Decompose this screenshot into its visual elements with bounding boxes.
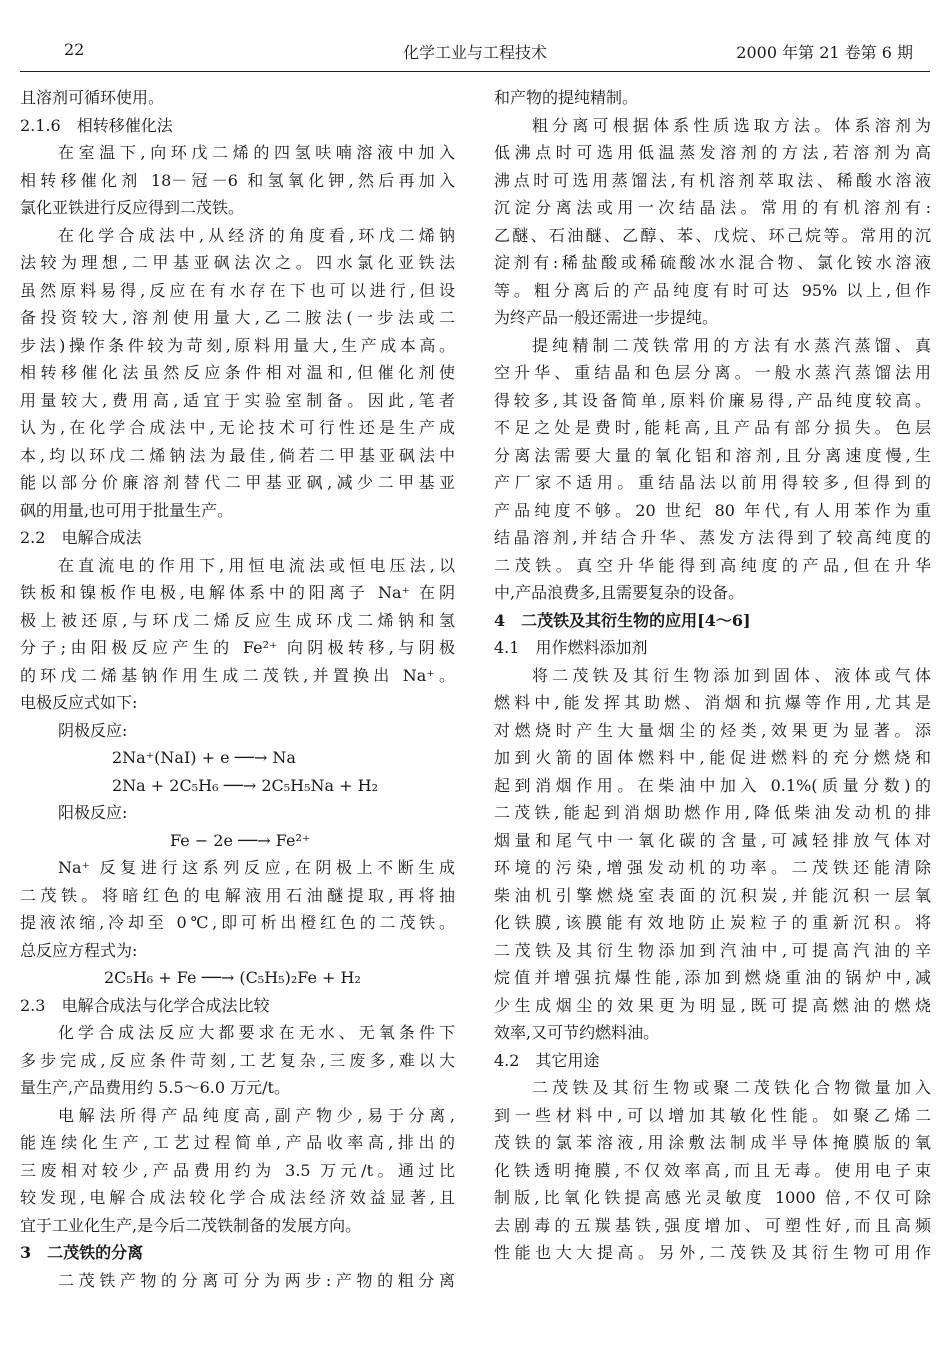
text-line: 燃料中,能发挥其助燃、消烟和抗爆等作用,尤其是 — [494, 693, 931, 712]
text-line: 电极反应式如下: — [20, 693, 138, 712]
text-line: 极上被还原,与环戊二烯反应生成环戊二烯钠和氢 — [20, 610, 455, 630]
text-line: 较发现,电解合成法较化学合成法经济效益显著,且 — [20, 1188, 455, 1207]
text-line: 分离法需要大量的氧化铝和溶剂,且分离速度慢,生 — [494, 445, 931, 465]
header-rule — [20, 71, 930, 72]
text-line: 二茂铁。将暗红色的电解液用石油醚提取,再将抽 — [20, 885, 455, 905]
text-line: 三废相对较少,产品费用约为 3.5 万元/t。通过比 — [20, 1160, 455, 1180]
text-line: 电解法所得产品纯度高,副产物少,易于分离, — [58, 1105, 455, 1125]
text-line: 二茂铁及其衍生物或聚二茂铁化合物微量加入 — [532, 1078, 931, 1097]
text-line: 将二茂铁及其衍生物添加到固体、液体或气体 — [532, 665, 931, 685]
section-heading: 4 二茂铁及其衍生物的应用[4～6] — [494, 610, 751, 630]
text-line: 效率,又可节约燃料油。 — [494, 1023, 660, 1042]
text-line: 氯化亚铁进行反应得到二茂铁。 — [20, 198, 245, 217]
text-line: 相转移催化剂 18－冠－6 和氢氧化钾,然后再加入 — [20, 170, 455, 190]
section-heading: 2.2 电解合成法 — [20, 528, 142, 547]
section-heading: 2.3 电解合成法与化学合成法比较 — [20, 995, 270, 1015]
text-line: 化铁透明掩膜,不仅效率高,而且无毒。使用电子束 — [494, 1160, 931, 1180]
equation: Fe − 2e ──→ Fe²⁺ — [170, 830, 311, 850]
text-line: 的环戊二烯基钠作用生成二茂铁,并置换出 Na⁺。 — [20, 665, 455, 685]
text-line: 粗分离可根据体系性质选取方法。体系溶剂为 — [532, 115, 931, 135]
text-line: 化铁膜,该膜能有效地防止炭粒子的重新沉积。将 — [494, 913, 931, 932]
text-line: 二茂铁,能起到消烟助燃作用,降低柴油发动机的排 — [494, 803, 931, 822]
text-line: 到一些材料中,可以增加其敏化性能。如聚乙烯二 — [494, 1105, 931, 1125]
left-column — [20, 84, 455, 1294]
equation-label: 阴极反应: — [58, 720, 128, 740]
journal-title: 化学工业与工程技术 — [402, 43, 547, 62]
section-heading: 4.2 其它用途 — [494, 1050, 600, 1070]
text-line: 相转移催化法虽然反应条件相对温和,但催化剂使 — [20, 363, 455, 382]
equation: 2C₅H₆ + Fe ──→ (C₅H₅)₂Fe + H₂ — [104, 968, 361, 987]
text-line: 本,均以环戊二烯钠法为最佳,倘若二甲基亚砜法中 — [20, 445, 455, 465]
text-line: 制版,比氧化铁提高感光灵敏度 1000 倍,不仅可除 — [494, 1188, 931, 1207]
text-line: 备投资较大,溶剂使用量大,乙二胺法(一步法或二 — [20, 308, 455, 327]
text-line: 为终产品一般还需进一步提纯。 — [494, 308, 719, 327]
text-line: 提纯精制二茂铁常用的方法有水蒸汽蒸馏、真 — [532, 335, 931, 355]
text-line: 二茂铁。真空升华能得到高纯度的产品,但在升华 — [494, 555, 931, 575]
text-line: 产厂家不适用。重结晶法以前用得较多,但得到的 — [494, 473, 931, 492]
equation: 2Na + 2C₅H₆ ──→ 2C₅H₅Na + H₂ — [112, 775, 379, 795]
section-heading: 3 二茂铁的分离 — [20, 1243, 144, 1262]
text-line: 沉淀分离法或用一次结晶法。常用的有机溶剂有: — [494, 198, 931, 217]
issue-info: 2000 年第 21 卷第 6 期 — [736, 43, 913, 62]
text-line: Na⁺ 反复进行这系列反应,在阴极上不断生成 — [58, 858, 455, 877]
text-line: 能以部分价廉溶剂替代二甲基亚砜,减少二甲基亚 — [20, 473, 455, 492]
text-line: 沸点时可选用蒸馏法,有机溶剂萃取法、稀酸水溶液 — [494, 170, 931, 190]
text-line: 总反应方程式为: — [20, 940, 138, 960]
text-line: 起到消烟作用。在柴油中加入 0.1%(质量分数)的 — [494, 775, 931, 795]
text-line: 宜于工业化生产,是今后二茂铁制备的发展方向。 — [20, 1215, 362, 1235]
text-line: 化学合成法反应大都要求在无水、无氧条件下 — [58, 1023, 455, 1042]
text-line: 能连续化生产,工艺过程简单,产品收率高,排出的 — [20, 1133, 455, 1152]
equation: 2Na⁺(NaI) + e ──→ Na — [112, 748, 296, 767]
text-line: 等。粗分离后的产品纯度有时可达 95% 以上,但作 — [494, 280, 931, 300]
text-line: 淀剂有:稀盐酸或稀硫酸冰水混合物、氯化铵水溶液 — [494, 253, 931, 272]
text-line: 性能也大大提高。另外,二茂铁及其衍生物可用作 — [494, 1243, 931, 1262]
text-line: 量生产,产品费用约 5.5～6.0 万元/t。 — [20, 1078, 290, 1097]
text-line: 法较为理想,二甲基亚砜法次之。四水氯化亚铁法 — [20, 253, 455, 272]
text-line: 乙醚、石油醚、乙醇、苯、戊烷、环己烷等。常用的沉 — [494, 225, 931, 245]
section-heading: 2.1.6 相转移催化法 — [20, 115, 173, 135]
text-line: 多步完成,反应条件苛刻,工艺复杂,三废多,难以大 — [20, 1050, 455, 1070]
text-line: 提液浓缩,冷却至 0℃,即可析出橙红色的二茂铁。 — [20, 913, 455, 932]
text-line: 去剧毒的五羰基铁,强度增加、可塑性好,而且高频 — [494, 1215, 931, 1235]
text-line: 烷值并增强抗爆性能,添加到燃烧重油的锅炉中,减 — [494, 968, 931, 987]
text-line: 二茂铁及其衍生物添加到汽油中,可提高汽油的辛 — [494, 940, 931, 960]
text-line: 认为,在化学合成法中,无论技术可行性还是生产成 — [20, 418, 455, 437]
equation-label: 阳极反应: — [58, 803, 128, 822]
text-line: 分子;由阳极反应产生的 Fe²⁺ 向阴极转移,与阴极 — [20, 638, 455, 657]
page-number: 22 — [64, 40, 85, 59]
right-column — [494, 84, 931, 1267]
text-line: 且溶剂可循环使用。 — [20, 88, 165, 107]
text-line: 在直流电的作用下,用恒电流法或恒电压法,以 — [58, 555, 455, 575]
text-line: 不足之处是费时,能耗高,且产品有部分损失。色层 — [494, 418, 931, 437]
text-line: 环境的污染,增强发动机的功率。二茂铁还能清除 — [494, 858, 931, 877]
text-line: 烟量和尾气中一氧化碳的含量,可减轻排放气体对 — [494, 830, 931, 850]
text-line: 用量较大,费用高,适宜于实验室制备。因此,笔者 — [20, 390, 455, 410]
text-line: 得较多,其设备简单,原料价廉易得,产品纯度较高。 — [494, 390, 931, 410]
text-line: 产品纯度不够。20 世纪 80 年代,有人用苯作为重 — [494, 500, 931, 520]
text-line: 低沸点时可选用低温蒸发溶剂的方法,若溶剂为高 — [494, 143, 931, 162]
text-line: 虽然原料易得,反应在有水存在下也可以进行,但设 — [20, 280, 455, 300]
text-line: 少生成烟尘的效果更为明显,既可提高燃油的燃烧 — [494, 995, 931, 1015]
text-line: 在室温下,向环戊二烯的四氢呋喃溶液中加入 — [58, 143, 455, 162]
text-line: 茂铁的氯苯溶液,用涂敷法制成半导体掩膜版的氧 — [494, 1133, 931, 1152]
section-heading: 4.1 用作燃料添加剂 — [494, 638, 648, 657]
text-line: 砜的用量,也可用于批量生产。 — [20, 500, 234, 520]
text-line: 对燃烧时产生大量烟尘的烃类,效果更为显著。添 — [494, 720, 931, 740]
text-line: 步法)操作条件较为苛刻,原料用量大,生产成本高。 — [20, 335, 455, 355]
text-line: 二茂铁产物的分离可分为两步:产物的粗分离 — [58, 1270, 455, 1290]
text-line: 和产物的提纯精制。 — [494, 88, 639, 107]
text-line: 中,产品浪费多,且需要复杂的设备。 — [494, 583, 745, 602]
text-line: 柴油机引擎燃烧室表面的沉积炭,并能沉积一层氧 — [494, 885, 931, 905]
running-header — [0, 0, 950, 80]
text-line: 铁板和镍板作电极,电解体系中的阳离子 Na⁺ 在阴 — [20, 583, 455, 602]
text-line: 在化学合成法中,从经济的角度看,环戊二烯钠 — [58, 225, 455, 245]
text-line: 加到火箭的固体燃料中,能促进燃料的充分燃烧和 — [494, 748, 931, 767]
text-line: 结晶溶剂,并结合升华、蒸发方法得到了较高纯度的 — [494, 528, 931, 547]
text-line: 空升华、重结晶和色层分离。一般水蒸汽蒸馏法用 — [494, 363, 931, 382]
